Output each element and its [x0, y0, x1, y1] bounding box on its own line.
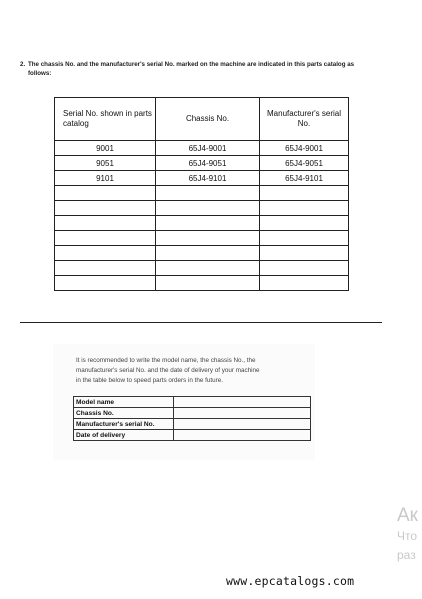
header-chassis-no: Chassis No. — [156, 98, 260, 141]
table-row — [55, 216, 349, 231]
section-divider — [20, 322, 382, 323]
record-row-model-name — [74, 397, 311, 408]
record-value — [174, 419, 311, 430]
table-cell — [55, 276, 156, 291]
record-value — [174, 430, 311, 441]
table-row — [55, 276, 349, 291]
table-cell — [260, 201, 349, 216]
record-value — [174, 408, 311, 419]
recommendation-line-2: manufacturer's serial No. and the date of delivery of your machine — [76, 367, 260, 374]
table-cell — [260, 276, 349, 291]
table-cell — [156, 216, 260, 231]
table-cell — [55, 201, 156, 216]
table-cell — [156, 231, 260, 246]
record-row-manufacturer-serial — [74, 419, 311, 430]
table-cell — [55, 231, 156, 246]
table-cell — [260, 216, 349, 231]
table-cell — [260, 231, 349, 246]
recommendation-text — [76, 356, 316, 386]
table-cell — [55, 246, 156, 261]
table-row — [55, 141, 349, 156]
table-cell: 65J4-9001 — [156, 141, 260, 156]
recommendation-line-3: in the table below to speed parts orders in the future. — [76, 377, 224, 384]
table-cell — [55, 186, 156, 201]
table-cell — [260, 246, 349, 261]
serial-table-header-row — [55, 98, 349, 141]
table-cell — [156, 276, 260, 291]
header-serial-no: Serial No. shown in parts catalog — [55, 98, 156, 141]
table-cell: 65J4-9101 — [156, 171, 260, 186]
table-row — [55, 246, 349, 261]
table-row — [55, 231, 349, 246]
table-cell: 65J4-9051 — [156, 156, 260, 171]
activation-watermark — [397, 505, 418, 565]
table-cell: 65J4-9101 — [260, 171, 349, 186]
table-row — [55, 156, 349, 171]
intro-line-2: follows: — [28, 70, 52, 77]
table-cell — [156, 261, 260, 276]
record-row-chassis-no — [74, 408, 311, 419]
table-cell — [156, 246, 260, 261]
table-cell: 9001 — [55, 141, 156, 156]
intro-number: 2. — [20, 61, 26, 68]
site-url: www.epcatalogs.com — [226, 574, 355, 588]
table-cell: 65J4-9051 — [260, 156, 349, 171]
intro-line-1: The chassis No. and the manufacturer's serial No. marked on the machine are indicated in this parts catalog as — [28, 61, 355, 68]
recommendation-line-1: It is recommended to write the model name, the chassis No., the — [76, 357, 256, 364]
table-cell — [156, 186, 260, 201]
table-cell — [156, 201, 260, 216]
table-row — [55, 201, 349, 216]
table-cell — [55, 216, 156, 231]
table-cell: 9051 — [55, 156, 156, 171]
record-row-date-of-delivery — [74, 430, 311, 441]
watermark-line-2: Что — [397, 529, 418, 543]
table-cell — [260, 186, 349, 201]
machine-record-table — [73, 396, 311, 441]
watermark-line-1: Ак — [397, 505, 418, 526]
record-label: Chassis No. — [74, 408, 174, 419]
record-value — [174, 397, 311, 408]
table-cell: 9101 — [55, 171, 156, 186]
record-label: Date of delivery — [74, 430, 174, 441]
table-cell: 65J4-9001 — [260, 141, 349, 156]
record-label: Model name — [74, 397, 174, 408]
table-row — [55, 186, 349, 201]
table-row — [55, 171, 349, 186]
record-label: Manufacturer's serial No. — [74, 419, 174, 430]
watermark-line-3: раз — [397, 548, 416, 562]
serial-number-table — [54, 97, 349, 291]
intro-paragraph — [20, 60, 390, 78]
table-row — [55, 261, 349, 276]
table-cell — [260, 261, 349, 276]
header-manufacturer-serial: Manufacturer's serial No. — [260, 98, 349, 141]
table-cell — [55, 261, 156, 276]
